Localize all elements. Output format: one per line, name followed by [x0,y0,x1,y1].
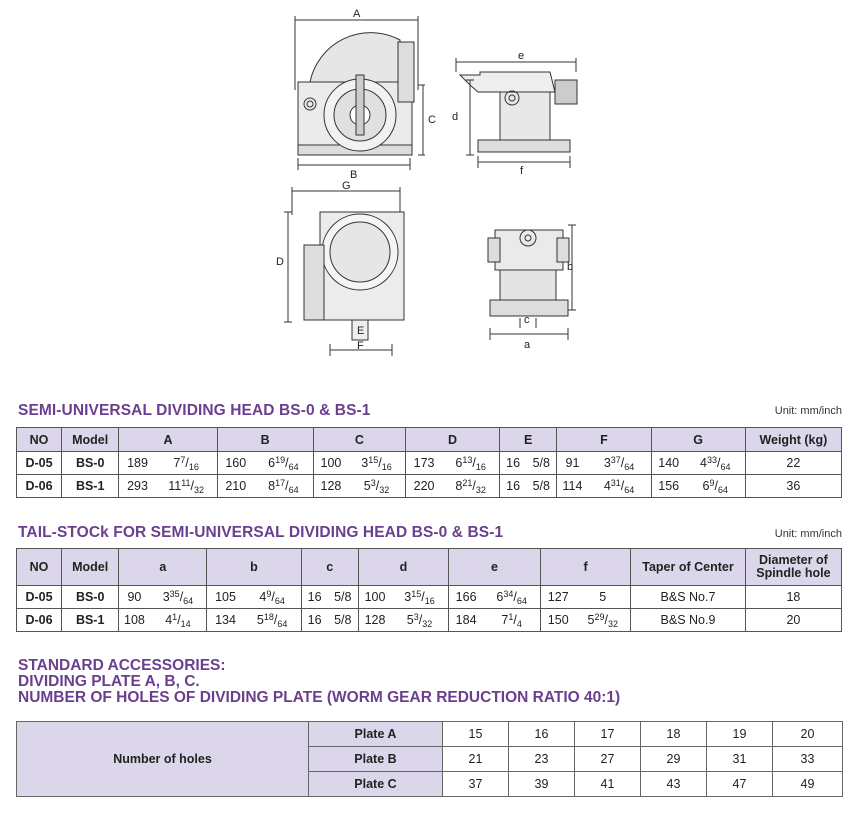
denominator: 32 [607,618,618,629]
cell-a-inch: $4^1/_{14}$ [150,609,207,632]
numerator: 9 [266,588,272,599]
col-header-e: e [448,549,540,586]
dividing-head-top-view [284,187,404,356]
table-header-row [17,549,842,586]
whole-part: 4 [259,589,267,604]
table-row [17,586,842,609]
denominator: 32 [475,484,486,495]
hole-count: 33 [773,747,843,772]
cell-taper: B&S No.9 [631,609,746,632]
row-no: D-06 [17,475,62,498]
hole-count: 41 [575,772,641,797]
table-row [17,452,842,475]
cell-f-mm: 150 [541,609,576,632]
cell-F-mm: 91 [557,452,588,475]
col-header-B: B [217,428,313,452]
table-header-row [17,428,842,452]
cell-D-inch: $6^{13}/_{16}$ [442,452,499,475]
col-header-d: d [358,549,448,586]
cell-c-inch [328,609,359,632]
cell-d-inch: $5^3/_{32}$ [391,609,448,632]
cell-a-mm: 108 [119,609,150,632]
denominator: 64 [516,595,527,606]
numerator: 34 [503,588,514,599]
cell-weight: 36 [745,475,841,498]
col-header-weight: Weight (kg) [745,428,841,452]
whole-part: 4 [603,478,611,493]
cell-c-mm: 16 [301,609,328,632]
numerator: 21 [462,477,473,488]
dividing-head-title: SEMI-UNIVERSAL DIVIDING HEAD BS-0 & BS-1 [18,402,371,419]
whole-part: 5/8 [334,590,352,604]
numerator: 35 [169,588,180,599]
whole-part: 5/8 [334,613,352,627]
hole-count: 19 [707,722,773,747]
whole-part: 11 [168,478,182,493]
cell-F-inch: $4^{31}/_{64}$ [588,475,651,498]
denominator: 64 [274,595,285,606]
cell-d-inch: $3^{15}/_{16}$ [391,586,448,609]
row-model: BS-1 [62,609,119,632]
col-header-taper: Taper of Center [631,549,746,586]
hole-count: 15 [443,722,509,747]
denominator: 14 [180,618,191,629]
hole-count: 27 [575,747,641,772]
numerator: 3 [370,477,376,488]
row-model: BS-0 [62,586,119,609]
denominator: 64 [183,595,194,606]
cell-a-inch: $3^{35}/_{64}$ [150,586,207,609]
col-header-model: Model [62,549,119,586]
col-header-b: b [207,549,301,586]
cell-E-mm: 16 [500,452,527,475]
tailstock-side-view [456,58,577,168]
table-row [17,609,842,632]
whole-part: 6 [455,455,463,470]
hole-count: 21 [443,747,509,772]
whole-part: 5/8 [532,479,550,493]
row-model: BS-0 [62,452,119,475]
cell-c-inch [328,586,359,609]
numerator: 13 [462,454,473,465]
denominator: 16 [188,461,199,472]
col-header-a: a [119,549,207,586]
numerator: 1 [508,611,514,622]
dividing-head-spec-table [16,427,842,498]
denominator: 64 [288,461,299,472]
row-no: D-05 [17,452,62,475]
denominator: 64 [624,484,635,495]
accessories-line-1: STANDARD ACCESSORIES: [18,657,226,674]
denominator: 64 [624,461,635,472]
row-model: BS-1 [62,475,119,498]
whole-part: 4 [700,455,707,470]
denominator: 32 [422,618,433,629]
numerator: 15 [368,454,379,465]
cell-c-mm: 16 [301,586,328,609]
hole-count: 18 [641,722,707,747]
whole-part: 5/8 [532,456,550,470]
denominator: 32 [194,484,205,495]
table-row [17,475,842,498]
col-header-model: Model [62,428,119,452]
numerator: 18 [263,611,274,622]
col-header-no: NO [17,428,62,452]
accessories-heading [18,658,620,706]
cell-b-inch: $4^9/_{64}$ [244,586,301,609]
denominator: 32 [379,484,390,495]
denominator: 16 [381,461,392,472]
cell-C-mm: 100 [313,452,348,475]
cell-d-mm: 100 [358,586,391,609]
whole-part: 5 [363,478,371,493]
col-header-no: NO [17,549,62,586]
cell-A-inch: $7^7/_{16}$ [156,452,217,475]
tailstock-title: TAIL-STOCk FOR SEMI-UNIVERSAL DIVIDING HEAD BS-0 & BS-1 [18,524,504,541]
whole-part: 3 [162,589,170,604]
cell-E-mm: 16 [500,475,527,498]
numerator: 7 [180,454,186,465]
cell-G-mm: 156 [651,475,686,498]
tailstock-front-view [488,225,576,340]
hole-count: 29 [641,747,707,772]
whole-part: 4 [165,612,173,627]
cell-B-mm: 210 [217,475,254,498]
cell-B-inch: $6^{19}/_{64}$ [254,452,313,475]
hole-count: 39 [509,772,575,797]
dim-label-b: b [567,261,574,273]
denominator: 64 [720,461,731,472]
denominator: 16 [424,595,435,606]
whole-part: 7 [501,612,509,627]
whole-part: 3 [404,589,412,604]
cell-b-inch: $5^{18}/_{64}$ [244,609,301,632]
whole-part: 5 [599,590,607,604]
hole-count: 23 [509,747,575,772]
plate-name: Plate C [309,772,443,797]
numerator: 17 [275,477,286,488]
hole-count: 17 [575,722,641,747]
dim-label-E: E [357,325,365,337]
tailstock-spec-table [16,548,842,632]
cell-f-mm: 127 [541,586,576,609]
denominator: 64 [718,484,729,495]
denominator: 4 [516,618,522,629]
cell-weight: 22 [745,452,841,475]
whole-part: 3 [603,455,611,470]
cell-C-inch: $5^3/_{32}$ [348,475,405,498]
dim-label-D: D [276,256,284,268]
cell-spindle-diameter: 20 [745,609,841,632]
dim-label-e: e [518,50,525,62]
row-no: D-05 [17,586,62,609]
tailstock-unit: Unit: mm/inch [774,528,842,540]
denominator: 64 [277,618,288,629]
cell-a-mm: 90 [119,586,150,609]
cell-D-inch: $8^{21}/_{32}$ [442,475,499,498]
row-no: D-06 [17,609,62,632]
dim-label-c: c [524,314,530,326]
whole-part: 8 [455,478,463,493]
hole-count: 47 [707,772,773,797]
col-header-D: D [405,428,499,452]
numerator: 33 [707,454,718,465]
cell-d-mm: 128 [358,609,391,632]
dim-label-f: f [520,165,524,177]
plate-name: Plate B [309,747,443,772]
cell-E-inch [526,452,557,475]
numerator: 19 [275,454,286,465]
cell-e-mm: 184 [448,609,483,632]
whole-part: 7 [173,455,181,470]
table-row [17,722,843,747]
cell-f-inch: $5^{29}/_{32}$ [575,609,630,632]
cell-taper: B&S No.7 [631,586,746,609]
dim-label-d: d [452,111,459,123]
dividing-plate-holes-table [16,721,843,797]
cell-B-mm: 160 [217,452,254,475]
hole-count: 37 [443,772,509,797]
numerator: 9 [709,477,715,488]
numerator: 11 [181,477,191,488]
cell-spindle-diameter: 18 [745,586,841,609]
cell-e-mm: 166 [448,586,483,609]
cell-f-inch [575,586,630,609]
hole-count: 16 [509,722,575,747]
whole-part: 6 [268,455,276,470]
cell-A-mm: 293 [119,475,156,498]
whole-part: 3 [361,455,369,470]
numerator: 1 [172,611,178,622]
col-header-E: E [500,428,557,452]
denominator: 64 [288,484,299,495]
cell-A-inch: $11^{11}/_{32}$ [156,475,217,498]
hole-count: 49 [773,772,843,797]
cell-D-mm: 173 [405,452,442,475]
col-header-A: A [119,428,217,452]
whole-part: 6 [702,478,710,493]
hole-count: 20 [773,722,843,747]
whole-part: 5 [406,612,414,627]
numerator: 29 [594,611,605,622]
whole-part: 8 [268,478,276,493]
col-header-C: C [313,428,405,452]
whole-part: 5 [256,612,264,627]
dim-label-A: A [353,8,361,20]
dim-label-F: F [357,340,364,352]
whole-part: 6 [496,589,504,604]
col-header-G: G [651,428,745,452]
cell-e-inch: $7^1/_4$ [483,609,540,632]
hole-count: 31 [707,747,773,772]
dim-label-G: G [342,180,351,192]
numerator: 37 [610,454,621,465]
numerator: 15 [411,588,422,599]
accessories-line-2: DIVIDING PLATE A, B, C. [18,673,200,690]
dim-label-B: B [350,169,358,181]
plate-name: Plate A [309,722,443,747]
number-of-holes-label: Number of holes [17,722,309,797]
cell-C-mm: 128 [313,475,348,498]
dim-label-C: C [428,114,436,126]
col-header-f: f [541,549,631,586]
denominator: 16 [475,461,486,472]
col-header-F: F [557,428,651,452]
cell-F-inch: $3^{37}/_{64}$ [588,452,651,475]
col-header-c: c [301,549,358,586]
numerator: 3 [413,611,419,622]
cell-G-inch: $6^9/_{64}$ [686,475,745,498]
cell-A-mm: 189 [119,452,156,475]
whole-part: 5 [587,612,595,627]
col-header-spindle-diameter: Diameter of Spindle hole [745,549,841,586]
technical-drawings [0,0,858,360]
cell-F-mm: 114 [557,475,588,498]
cell-C-inch: $3^{15}/_{16}$ [348,452,405,475]
cell-b-mm: 105 [207,586,244,609]
accessories-line-3: NUMBER OF HOLES OF DIVIDING PLATE (WORM GEAR REDUCTION RATIO 40:1) [18,689,621,706]
cell-B-inch: $8^{17}/_{64}$ [254,475,313,498]
cell-E-inch [526,475,557,498]
cell-G-inch: $4^{33}/_{64}$ [686,452,745,475]
cell-G-mm: 140 [651,452,686,475]
cell-D-mm: 220 [405,475,442,498]
dim-label-a: a [524,339,531,351]
cell-e-inch: $6^{34}/_{64}$ [483,586,540,609]
cell-b-mm: 134 [207,609,244,632]
dividing-head-front-view [295,16,425,170]
numerator: 31 [610,477,621,488]
dividing-head-unit: Unit: mm/inch [774,405,842,417]
hole-count: 43 [641,772,707,797]
